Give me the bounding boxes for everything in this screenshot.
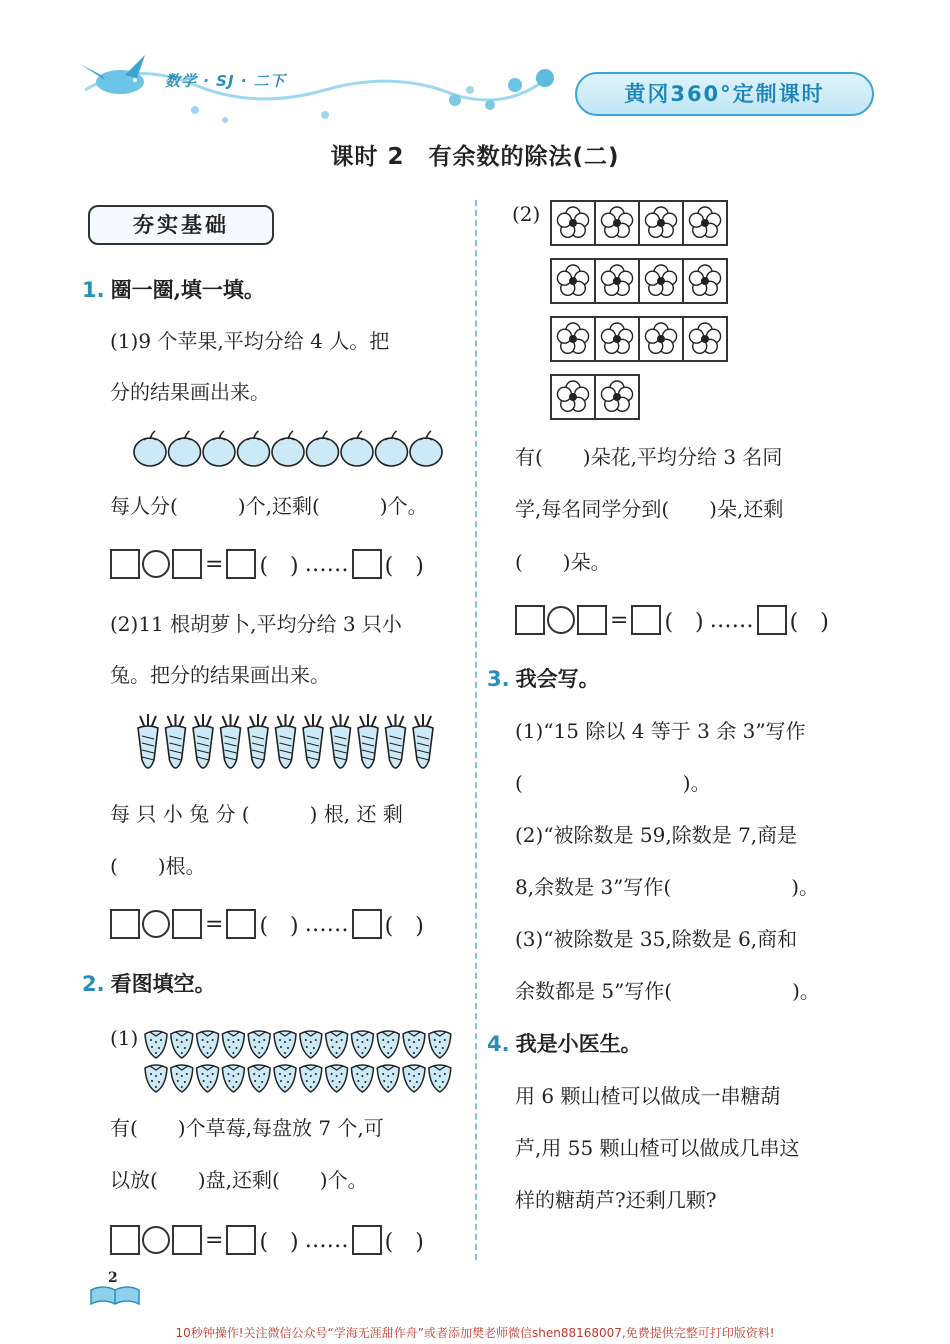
operator-circle[interactable]	[142, 910, 170, 938]
apple-icon	[203, 431, 235, 466]
strawberry-icon	[351, 1031, 373, 1058]
operator-circle[interactable]	[142, 550, 170, 578]
equation-paren: ( )	[789, 609, 829, 635]
carrots-picture	[132, 712, 442, 778]
strawberry-icon	[326, 1065, 348, 1092]
q3-title	[487, 665, 600, 693]
flower-icon	[550, 200, 596, 246]
q2-title-text: 看图填空。	[110, 971, 216, 996]
strawberry-icon	[377, 1065, 399, 1092]
equation-paren: ( )	[259, 1229, 299, 1255]
flower-icon	[682, 200, 728, 246]
q3-line1: (1)“15 除以 4 等于 3 余 3”写作	[515, 719, 806, 743]
q1-number: 1.	[82, 278, 105, 302]
q2-p2-label: (2)	[512, 202, 541, 226]
q1-p1-fill: 每人分( )个,还剩( )个。	[110, 494, 428, 518]
strawberry-icon	[403, 1065, 425, 1092]
q1-p2-line2: 兔。把分的结果画出来。	[110, 663, 330, 687]
answer-box[interactable]	[757, 605, 787, 635]
operator-circle[interactable]	[142, 1226, 170, 1254]
q3-number: 3.	[487, 667, 510, 691]
q2-number: 2.	[82, 972, 105, 996]
q1-title-text: 圈一圈,填一填。	[110, 277, 265, 302]
equation-equals: =	[205, 911, 224, 937]
equation-dots: ……	[709, 607, 754, 633]
q2-p1-fill1: 有( )个草莓,每盘放 7 个,可	[110, 1116, 384, 1140]
carrot-icon	[358, 714, 378, 768]
strawberry-icon	[145, 1065, 167, 1092]
section-title: 夯实基础	[88, 205, 274, 245]
apple-icon	[272, 431, 304, 466]
carrot-icon	[386, 714, 406, 768]
q1-p1-line1: (1)9 个苹果,平均分给 4 人。把	[110, 329, 390, 353]
q2-title	[82, 970, 216, 998]
carrot-icon	[166, 714, 186, 768]
strawberry-icon	[274, 1031, 296, 1058]
q4-number: 4.	[487, 1032, 510, 1056]
equation-paren: ( )	[384, 1229, 424, 1255]
q4-line3: 样的糖葫芦?还剩几颗?	[515, 1188, 717, 1212]
flower-row	[550, 316, 726, 362]
equation-equals: =	[205, 551, 224, 577]
q3-line2: ( )。	[515, 771, 711, 795]
flower-icon	[682, 258, 728, 304]
q4-line1: 用 6 颗山楂可以做成一串糖葫	[515, 1084, 781, 1108]
q3-title-text: 我会写。	[515, 666, 600, 691]
carrot-icon	[303, 714, 323, 768]
carrot-icon	[331, 714, 351, 768]
strawberry-icon	[197, 1065, 219, 1092]
strawberry-icon	[326, 1031, 348, 1058]
answer-box[interactable]	[515, 605, 545, 635]
carrot-icon	[248, 714, 268, 768]
strawberry-icon	[429, 1065, 451, 1092]
q4-title	[487, 1030, 642, 1058]
answer-box[interactable]	[110, 909, 140, 939]
q1-p2-line1: (2)11 根胡萝卜,平均分给 3 只小	[110, 612, 402, 636]
lesson-title: 课时 2 有余数的除法(二)	[330, 144, 620, 170]
brand-banner: 黄冈360°定制课时	[575, 72, 874, 116]
flower-icon	[550, 258, 596, 304]
flower-icon	[594, 374, 640, 420]
carrot-icon	[221, 714, 241, 768]
strawberry-icon	[274, 1065, 296, 1092]
answer-box[interactable]	[226, 549, 256, 579]
column-divider	[475, 200, 477, 1260]
strawberry-icon	[145, 1031, 167, 1058]
answer-box[interactable]	[172, 1225, 202, 1255]
flower-row	[550, 374, 726, 420]
q2-p2-fill3: ( )朵。	[515, 550, 611, 574]
answer-box[interactable]	[172, 549, 202, 579]
apple-icon	[238, 431, 270, 466]
carrot-icon	[413, 714, 433, 768]
equation-paren: ( )	[664, 609, 704, 635]
answer-box[interactable]	[352, 1225, 382, 1255]
apple-icon	[134, 431, 166, 466]
q1-p2-fill2: ( )根。	[110, 854, 206, 878]
strawberry-icon	[403, 1031, 425, 1058]
apple-icon	[341, 431, 373, 466]
answer-box[interactable]	[631, 605, 661, 635]
q2-p1-label: (1)	[110, 1026, 139, 1050]
carrot-icon	[138, 714, 158, 768]
answer-box[interactable]	[110, 1225, 140, 1255]
flower-row	[550, 258, 726, 304]
strawberry-icon	[300, 1031, 322, 1058]
answer-box[interactable]	[577, 605, 607, 635]
equation-dots: ……	[304, 551, 349, 577]
apples-picture	[132, 430, 447, 468]
apple-icon	[376, 431, 408, 466]
strawberries-picture	[142, 1024, 457, 1094]
q1-title	[82, 276, 265, 304]
flower-icon	[638, 200, 684, 246]
strawberry-icon	[248, 1031, 270, 1058]
carrot-icon	[276, 714, 296, 768]
footer-note: 10秒钟操作!关注微信公众号“学海无涯甜作舟”或者添加樊老师微信shen88168007,免费提供完整可打印版资料!	[175, 1326, 775, 1340]
strawberry-icon	[171, 1065, 193, 1092]
equation-paren: ( )	[259, 913, 299, 939]
operator-circle[interactable]	[547, 606, 575, 634]
strawberry-icon	[429, 1031, 451, 1058]
answer-box[interactable]	[172, 909, 202, 939]
strawberry-icon	[300, 1065, 322, 1092]
strawberry-icon	[377, 1031, 399, 1058]
strawberry-icon	[351, 1065, 373, 1092]
carrot-icon	[193, 714, 213, 768]
q2-p2-fill1: 有( )朵花,平均分给 3 名同	[515, 445, 783, 469]
equation-equals: =	[610, 607, 629, 633]
equation-paren: ( )	[259, 553, 299, 579]
equation-dots: ……	[304, 911, 349, 937]
q2-p1-fill2: 以放( )盘,还剩( )个。	[110, 1168, 368, 1192]
q3-line4: 8,余数是 3”写作( )。	[515, 875, 819, 899]
q2-p2-fill2: 学,每名同学分到( )朵,还剩	[515, 497, 784, 521]
flower-icon	[550, 374, 596, 420]
flower-row	[550, 200, 726, 246]
answer-box[interactable]	[226, 1225, 256, 1255]
q2-p2-equation	[515, 604, 832, 636]
flower-icon	[638, 316, 684, 362]
strawberry-icon	[197, 1031, 219, 1058]
q1-p2-fill1: 每 只 小 兔 分 ( ) 根, 还 剩	[110, 802, 403, 826]
subject-label: 数学 · SJ · 二下	[165, 72, 286, 90]
apple-icon	[169, 431, 201, 466]
equation-dots: ……	[304, 1227, 349, 1253]
answer-box[interactable]	[352, 549, 382, 579]
q1-p2-equation	[110, 908, 427, 940]
flowers-picture	[550, 200, 726, 432]
flower-icon	[550, 316, 596, 362]
flower-icon	[682, 316, 728, 362]
equation-paren: ( )	[384, 553, 424, 579]
answer-box[interactable]	[110, 549, 140, 579]
flower-icon	[594, 200, 640, 246]
strawberry-icon	[222, 1031, 244, 1058]
equation-paren: ( )	[384, 913, 424, 939]
page-number: 2	[108, 1270, 118, 1286]
q3-line5: (3)“被除数是 35,除数是 6,商和	[515, 927, 798, 951]
header-decoration	[75, 50, 565, 130]
flower-icon	[594, 258, 640, 304]
q3-line6: 余数都是 5”写作( )。	[515, 979, 820, 1003]
strawberry-icon	[222, 1065, 244, 1092]
equation-equals: =	[205, 1227, 224, 1253]
answer-box[interactable]	[226, 909, 256, 939]
q1-p1-line2: 分的结果画出来。	[110, 380, 270, 404]
strawberry-icon	[248, 1065, 270, 1092]
q3-line3: (2)“被除数是 59,除数是 7,商是	[515, 823, 798, 847]
flower-icon	[638, 258, 684, 304]
apple-icon	[307, 431, 339, 466]
answer-box[interactable]	[352, 909, 382, 939]
q2-p1-equation	[110, 1224, 427, 1256]
q4-title-text: 我是小医生。	[515, 1031, 642, 1056]
strawberry-icon	[171, 1031, 193, 1058]
flower-icon	[594, 316, 640, 362]
apple-icon	[410, 431, 442, 466]
q1-p1-equation	[110, 548, 427, 580]
q4-line2: 芦,用 55 颗山楂可以做成几串这	[515, 1136, 800, 1160]
